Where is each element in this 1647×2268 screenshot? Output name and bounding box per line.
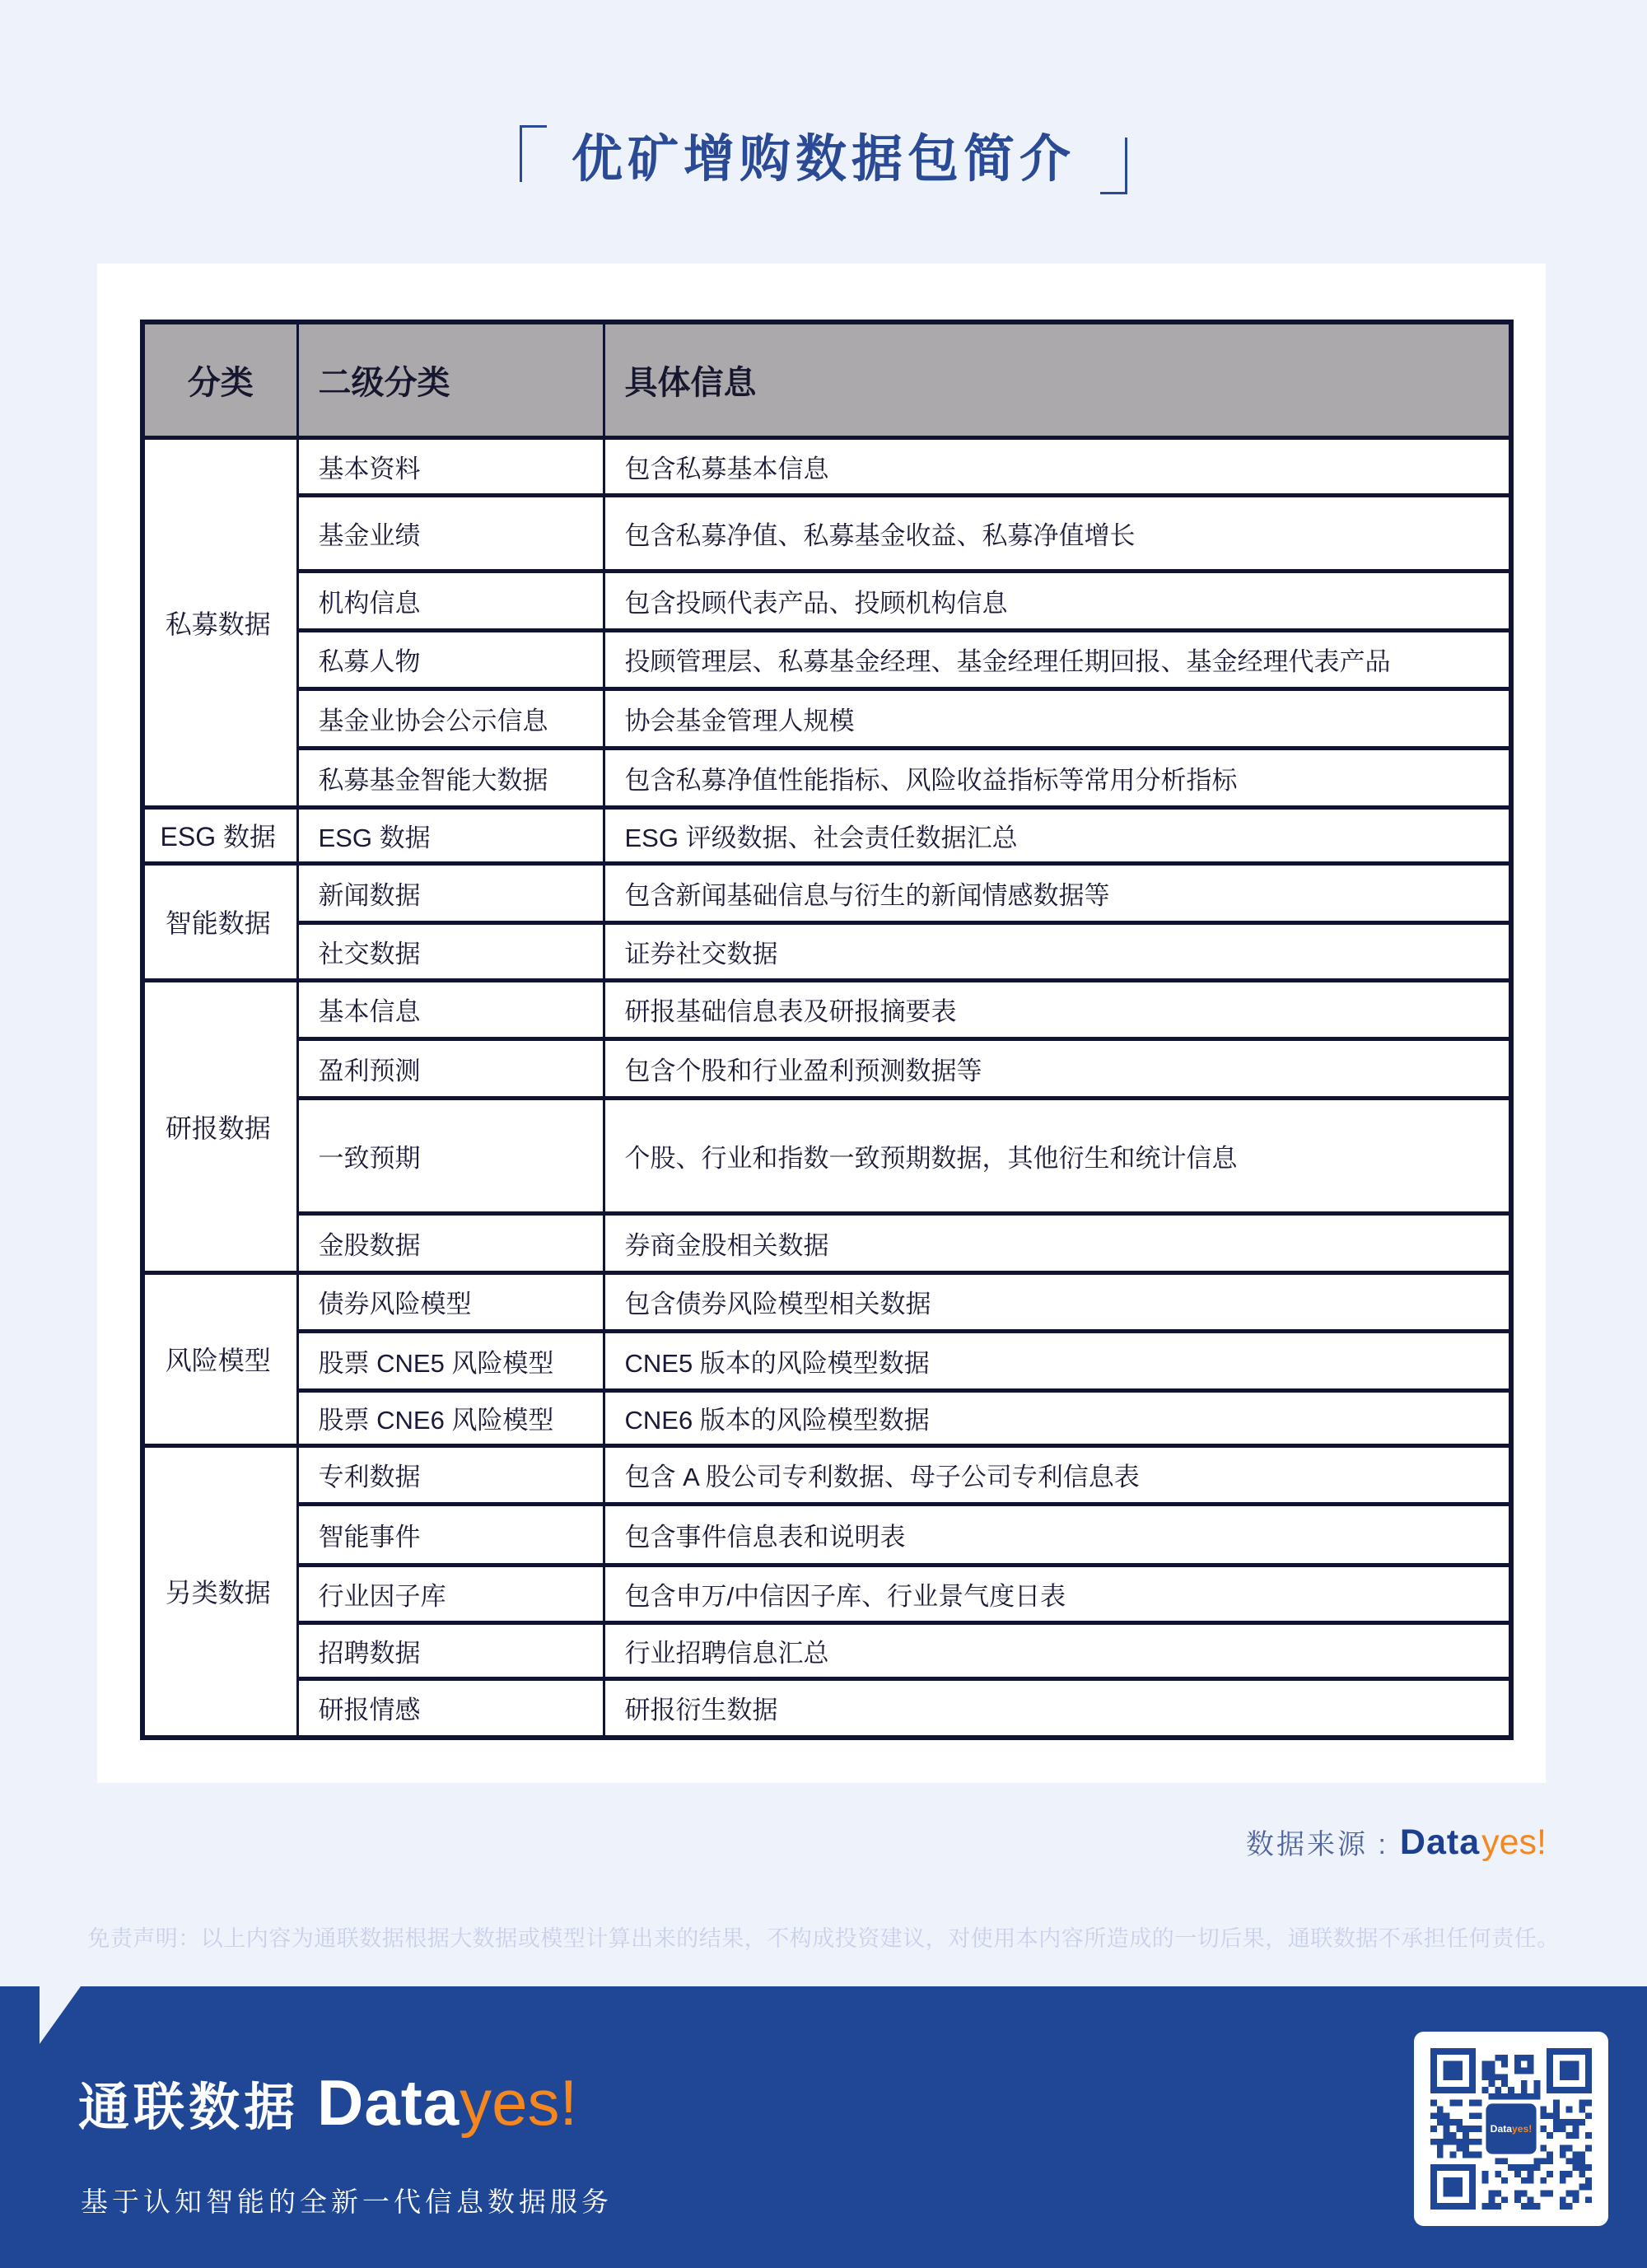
- detail-cell: 包含私募净值性能指标、风险收益指标等常用分析指标: [604, 748, 1511, 807]
- category-cell: 另类数据: [142, 1445, 297, 1738]
- subcategory-cell: 基金业绩: [297, 495, 604, 571]
- detail-cell: 券商金股相关数据: [604, 1213, 1511, 1272]
- footer-logo-data: Data: [317, 2066, 460, 2139]
- subcategory-cell: 股票 CNE5 风险模型: [297, 1331, 604, 1390]
- detail-cell: 包含私募基本信息: [604, 437, 1511, 495]
- table-row: [142, 748, 1511, 807]
- subcategory-cell: 智能事件: [297, 1504, 604, 1565]
- detail-cell: 包含事件信息表和说明表: [604, 1504, 1511, 1565]
- table-row: [142, 863, 1511, 922]
- table-row: [142, 1622, 1511, 1678]
- table-row: [142, 437, 1511, 495]
- data-source: [1246, 1822, 1547, 1869]
- detail-cell: CNE5 版本的风险模型数据: [604, 1331, 1511, 1390]
- detail-cell: 研报基础信息表及研报摘要表: [604, 980, 1511, 1038]
- detail-cell: 证券社交数据: [604, 922, 1511, 980]
- subcategory-cell: 专利数据: [297, 1445, 604, 1504]
- column-header-category: 分类: [142, 322, 297, 437]
- detail-cell: 包含新闻基础信息与衍生的新闻情感数据等: [604, 863, 1511, 922]
- page-title: [0, 122, 1647, 198]
- subcategory-cell: 私募人物: [297, 630, 604, 688]
- category-cell: 风险模型: [142, 1272, 297, 1445]
- detail-cell: 行业招聘信息汇总: [604, 1622, 1511, 1678]
- subcategory-cell: ESG 数据: [297, 807, 604, 863]
- subcategory-cell: 机构信息: [297, 571, 604, 630]
- category-cell: 研报数据: [142, 980, 297, 1272]
- disclaimer-text: 免责声明：以上内容为通联数据根据大数据或模型计算出来的结果，不构成投资建议，对使用本内容所造成的一切后果，通联数据不承担任何责任。: [87, 1926, 1560, 1951]
- detail-cell: 投顾管理层、私募基金经理、基金经理任期回报、基金经理代表产品: [604, 630, 1511, 688]
- table-header-row: [142, 322, 1511, 437]
- table-row: [142, 571, 1511, 630]
- page-title-text: 优矿增购数据包简介: [571, 131, 1075, 188]
- detail-cell: 协会基金管理人规模: [604, 688, 1511, 748]
- detail-cell: 包含 A 股公司专利数据、母子公司专利信息表: [604, 1445, 1511, 1504]
- qr-center-logo: [1482, 2100, 1541, 2158]
- datayes-wordmark-data: Data: [1399, 1822, 1481, 1862]
- detail-cell: 包含投顾代表产品、投顾机构信息: [604, 571, 1511, 630]
- table-row: [142, 1038, 1511, 1098]
- column-header-detail: 具体信息: [604, 322, 1511, 437]
- detail-cell: 研报衍生数据: [604, 1678, 1511, 1738]
- detail-cell: 包含个股和行业盈利预测数据等: [604, 1038, 1511, 1098]
- table-row: [142, 1678, 1511, 1738]
- footer: [0, 1986, 1647, 2268]
- detail-cell: 个股、行业和指数一致预期数据，其他衍生和统计信息: [604, 1098, 1511, 1213]
- qr-code-image: [1430, 2048, 1592, 2210]
- table-row: [142, 980, 1511, 1038]
- detail-cell: CNE6 版本的风险模型数据: [604, 1390, 1511, 1445]
- data-source-label: 数据来源 :: [1246, 1829, 1388, 1860]
- subcategory-cell: 股票 CNE6 风险模型: [297, 1390, 604, 1445]
- category-cell: 智能数据: [142, 863, 297, 980]
- title-bracket-left-icon: [520, 125, 547, 182]
- subcategory-cell: 盈利预测: [297, 1038, 604, 1098]
- subcategory-cell: 基本信息: [297, 980, 604, 1038]
- subcategory-cell: 研报情感: [297, 1678, 604, 1738]
- content-card: [97, 264, 1546, 1783]
- subcategory-cell: 社交数据: [297, 922, 604, 980]
- table-row: [142, 1272, 1511, 1331]
- subcategory-cell: 一致预期: [297, 1098, 604, 1213]
- footer-tagline: 基于认知智能的全新一代信息数据服务: [81, 2186, 613, 2217]
- subcategory-cell: 私募基金智能大数据: [297, 748, 604, 807]
- table-row: [142, 1504, 1511, 1565]
- table-row: [142, 688, 1511, 748]
- column-header-subcategory: 二级分类: [297, 322, 604, 437]
- footer-logo: [78, 2065, 577, 2140]
- subcategory-cell: 基金业协会公示信息: [297, 688, 604, 748]
- category-cell: 私募数据: [142, 437, 297, 807]
- detail-cell: 包含私募净值、私募基金收益、私募净值增长: [604, 495, 1511, 571]
- table-row: [142, 1390, 1511, 1445]
- subcategory-cell: 债券风险模型: [297, 1272, 604, 1331]
- table-row: [142, 495, 1511, 571]
- svg-text:Datayes!: [1491, 2123, 1533, 2135]
- table-row: [142, 1445, 1511, 1504]
- footer-company-name: 通联数据: [78, 2079, 300, 2136]
- subcategory-cell: 金股数据: [297, 1213, 604, 1272]
- table-row: [142, 630, 1511, 688]
- category-cell: ESG 数据: [142, 807, 297, 863]
- qr-logo-yes: yes!: [1512, 2122, 1533, 2135]
- speech-bubble-notch: [40, 1986, 81, 2044]
- table-row: [142, 1331, 1511, 1390]
- datayes-wordmark-yes: yes!: [1481, 1822, 1547, 1862]
- table-row: [142, 807, 1511, 863]
- table-row: [142, 922, 1511, 980]
- data-table: [140, 320, 1514, 1740]
- table-row: [142, 1098, 1511, 1213]
- detail-cell: 包含申万/中信因子库、行业景气度日表: [604, 1565, 1511, 1622]
- qr-logo-data: Data: [1490, 2122, 1513, 2135]
- subcategory-cell: 新闻数据: [297, 863, 604, 922]
- qr-code: [1414, 2032, 1608, 2226]
- subcategory-cell: 基本资料: [297, 437, 604, 495]
- table-row: [142, 1565, 1511, 1622]
- data-table-body: [142, 437, 1511, 1738]
- subcategory-cell: 行业因子库: [297, 1565, 604, 1622]
- detail-cell: 包含债券风险模型相关数据: [604, 1272, 1511, 1331]
- subcategory-cell: 招聘数据: [297, 1622, 604, 1678]
- detail-cell: ESG 评级数据、社会责任数据汇总: [604, 807, 1511, 863]
- title-bracket-right-icon: [1100, 138, 1127, 194]
- footer-logo-yes: yes!: [460, 2066, 578, 2139]
- table-row: [142, 1213, 1511, 1272]
